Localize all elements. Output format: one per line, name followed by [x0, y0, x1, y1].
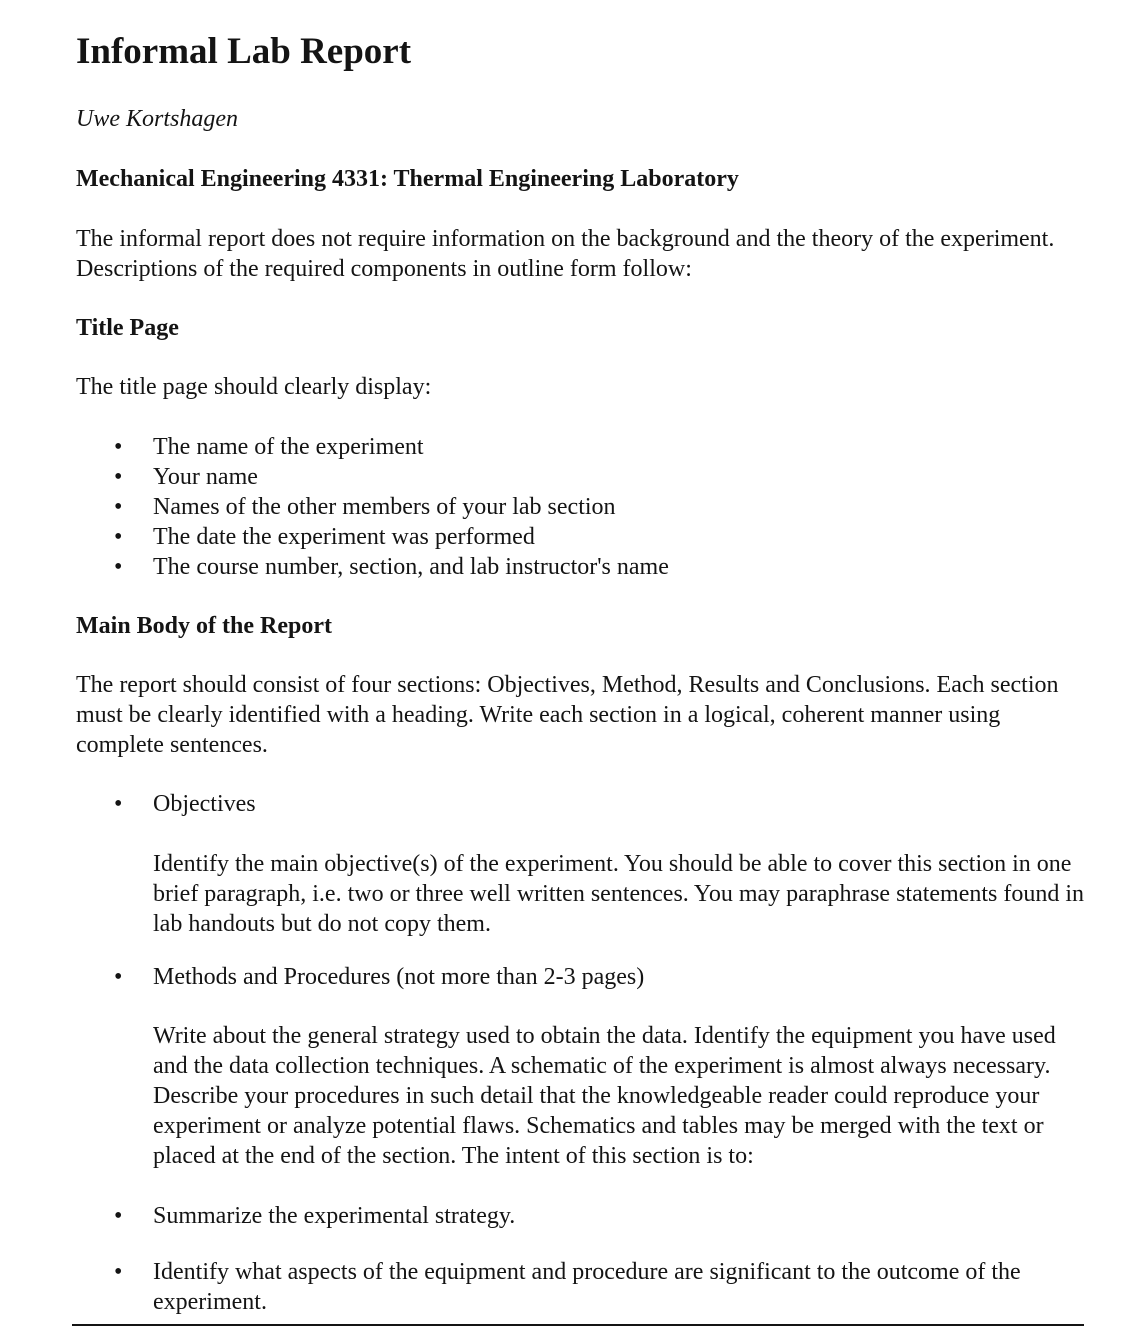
main-body-lead: The report should consist of four sections: Objectives, Method, Results and Conclusions. Each section must be clearly identified with a heading. Write each section in a logical, coherent manner using complete sentences. — [76, 672, 1059, 758]
section-objectives — [76, 789, 1096, 819]
intro-paragraph: The informal report does not require information on the background and the theory of the experiment. Descriptions of the required components in outline form follow: — [76, 226, 1055, 282]
title-page-lead: The title page should clearly display: — [76, 374, 432, 400]
objectives-text: Identify the main objective(s) of the experiment. You should be able to cover this section in one brief paragraph, i.e. two or three well written sentences. You may paraphrase statements found in lab handouts but do not copy them. — [153, 851, 1085, 937]
section-label: Methods and Procedures (not more than 2-3 pages) — [153, 964, 645, 990]
bullet-icon: • — [114, 964, 123, 990]
section-methods — [76, 962, 1096, 992]
bullet-icon: • — [114, 1203, 123, 1229]
intent-item-text: Summarize the experimental strategy. — [153, 1203, 516, 1229]
list-item: • The name of the experiment — [76, 432, 1096, 462]
intent-item — [76, 1257, 1096, 1317]
course-title: Mechanical Engineering 4331: Thermal Engineering Laboratory — [76, 166, 739, 192]
bullet-icon: • — [114, 791, 123, 817]
list-item: • Names of the other members of your lab section — [76, 492, 1096, 522]
bullet-icon: • — [114, 1259, 123, 1285]
intent-item — [76, 1201, 1096, 1231]
list-item: • Your name — [76, 462, 1096, 492]
section-label: Objectives — [153, 791, 256, 817]
list-item: • The date the experiment was performed — [76, 522, 1096, 552]
author-name: Uwe Kortshagen — [76, 106, 238, 132]
main-body-heading: Main Body of the Report — [76, 613, 332, 639]
bottom-divider — [72, 1324, 1084, 1326]
list-item: • The course number, section, and lab instructor's name — [76, 552, 1096, 582]
intent-item-text: Identify what aspects of the equipment and procedure are significant to the outcome of the experiment. — [153, 1259, 1021, 1315]
title-page-list — [76, 432, 1096, 582]
document-title: Informal Lab Report — [76, 31, 412, 72]
methods-text: Write about the general strategy used to obtain the data. Identify the equipment you have used and the data collection techniques. A schematic of the experiment is almost always necessary. Describe your procedures in such detail that the knowledgeable reader could reproduce your experiment or analyze potential flaws. Schematics and tables may be merged with the text or placed at the end of the section. The intent of this section is to: — [153, 1023, 1056, 1169]
title-page-heading: Title Page — [76, 315, 179, 341]
